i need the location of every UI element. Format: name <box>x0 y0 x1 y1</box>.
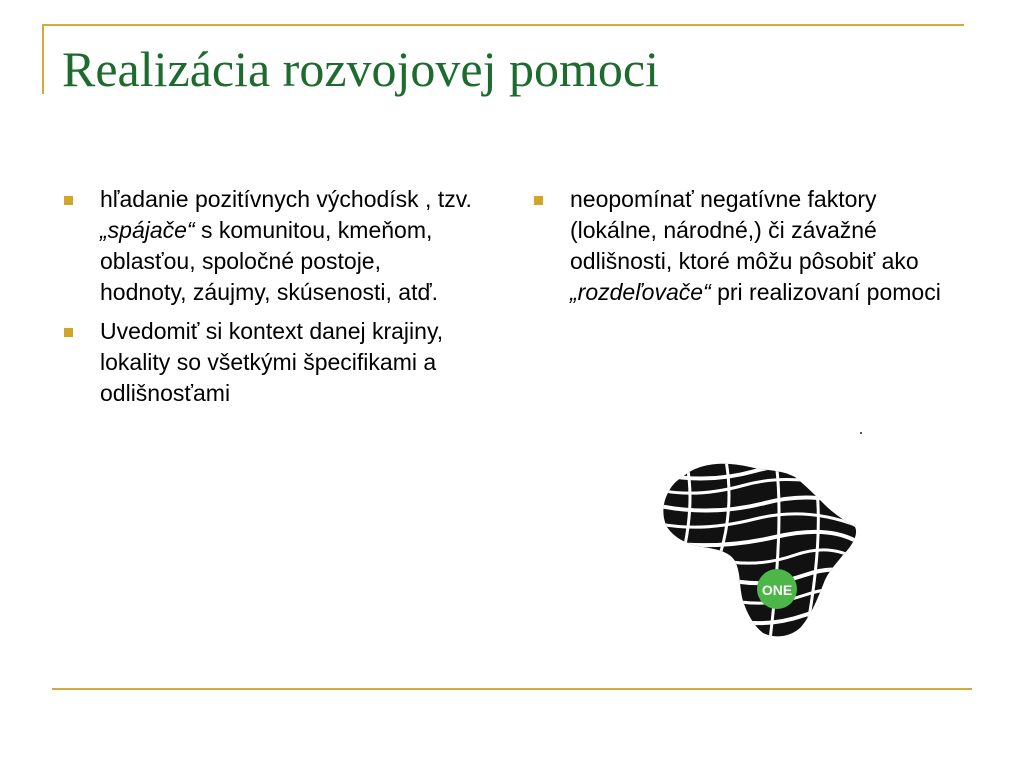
right-column <box>532 184 962 316</box>
square-bullet-icon <box>64 328 73 337</box>
africa-one-image <box>655 455 865 640</box>
bullet-item-spajace <box>62 184 472 308</box>
bullet-text: Uvedomiť si kontext danej krajiny, lokality so všetkými špecifikami a odlišnosťami <box>100 318 444 406</box>
square-bullet-icon <box>64 196 73 205</box>
left-column <box>62 184 472 417</box>
top-rule <box>42 24 964 26</box>
bullet-text-after: pri realizovaní pomoci <box>710 279 941 305</box>
bullet-item-kontext <box>62 316 472 409</box>
one-badge-label: ONE <box>761 582 793 598</box>
left-rule <box>42 24 44 94</box>
square-bullet-icon <box>534 196 543 205</box>
slide-title: Realizácia rozvojovej pomoci <box>62 41 659 97</box>
bottom-rule <box>52 688 972 690</box>
bullet-text-italic: „spájače“ <box>100 217 195 243</box>
bullet-text-before: neopomínať negatívne faktory (lokálne, národné,) či závažné odlišnosti, ktoré môžu pôsobiť ako <box>570 186 919 274</box>
bullet-text-before: hľadanie pozitívnych východísk , tzv. <box>100 186 472 212</box>
bullet-text-italic: „rozdeľovače“ <box>570 279 711 305</box>
bullet-item-rozdelovace <box>532 184 962 308</box>
stray-dot <box>860 432 862 434</box>
bullet-text-after: s komunitou, kmeňom, oblasťou, spoločné postoje, hodnoty, záujmy, skúsenosti, atď. <box>100 217 439 305</box>
